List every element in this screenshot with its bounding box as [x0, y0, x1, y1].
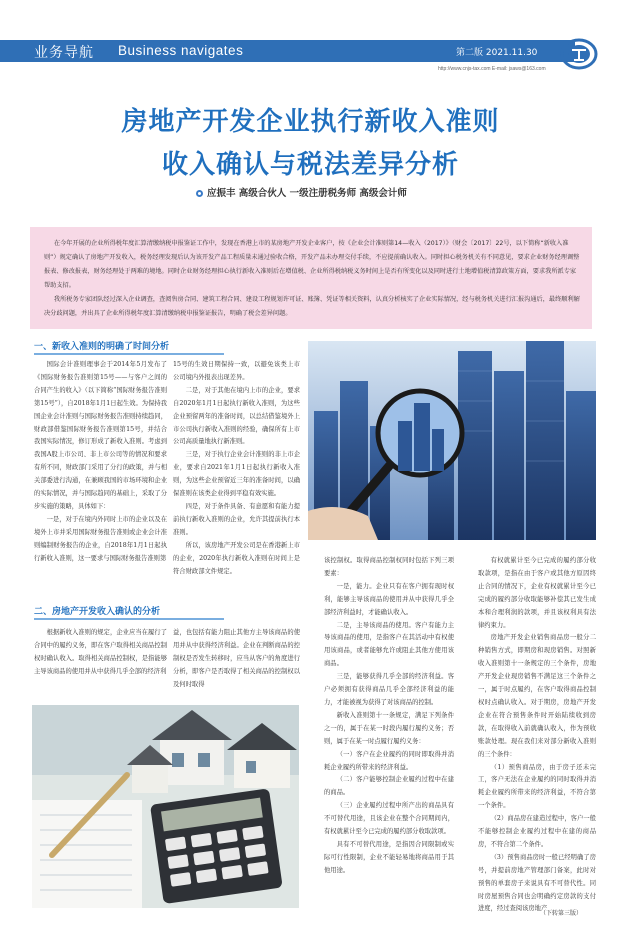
header-url: http://www.cnjs-tax.com E-mail: jsaws@163.com	[438, 66, 546, 72]
page-header-bar	[0, 40, 575, 62]
body-paragraph: 三是，对于执行企业会计准则的非上市企业，要求自2021年1月1日起执行新收入准则，为这些企业预留近三年的准备时间，以确保准则在该类企业得到平稳有效实施。	[173, 451, 300, 498]
city-skyline-illustration	[308, 341, 596, 540]
body-paragraph: 新收入准则第十一条规定，满足下列条件之一的，属于在某一时段内履行履约义务；否则，属于在某一时点履行履约义务：	[324, 711, 454, 745]
body-paragraph: 一是，对于在境内外同时上市的企业以及在境外上市并采用国际财务报告准则或企业会计准则编制财务报告的企业，自2018年1月1日起执行新收入准则，这一要求与国际财务报告准则第	[34, 515, 167, 562]
body-paragraph: 有权就累计至今已完成的履约部分收取款项，是指在由于客户或其他方原因终止合同的情况下，企业有权就累计至今已完成的履约部分收取能够补偿其已发生成本和合理利润的款项，并且该权利具有法律约束力。	[478, 557, 596, 629]
text-column-3	[324, 555, 454, 878]
section-heading: 一、新收入准则的明确了时间分析	[34, 339, 224, 355]
abstract-paragraph: 在今年开展的企业所得税年度汇算清缴纳税申报鉴证工作中，发现在香港上市的某房地产开发企业客户，按《企业会计准则第14—收入（2017）》（财会〔2017〕22号，以下简称“新收入准则”）规定确认了房地产开发收入，税务经理发现后认为该开发产品工程质量未通过验收合格，开发产品未办理交付手续，不应提前确认收入。同时担心税务机关有不同意见，要求企业财务经理调整报表、修改报表，财务经理处于两难的境地。同时企业财务经理担心执行新收入准则后在增值税、企业所得税纳税义务时间上是否有所变化以及同时进行土地增值税清算政策方面，要求我所派专家帮助支招。	[44, 240, 580, 289]
houses-calculator-illustration	[32, 705, 299, 908]
body-paragraph: 四是，对于条件具备、有意愿和有能力提前执行新收入准则的企业，允许其提前执行本准则。	[173, 502, 300, 536]
body-paragraph: （2）商品房在建造过程中，客户一般不能够控制企业履约过程中在建的商品房，不符合第二个条件。	[478, 815, 596, 848]
body-paragraph: 国际会计准则理事会于2014年5月发布了《国际财务报告准则第15号——与客户之间的合同产生的收入》（以下简称“国际财务报告准则第15号”），自2018年1月1日起生效。为保持我国企业会计准则与国际财务报告准则持续趋同，财政部借鉴国际财务报告准则第15号，并结合我国实际情况，修订形成了新收入准则。考虑到我国A股上市公司、非上市公司等的情况和要求有所不同，财政部门采用了分行的政策，并与相关部委进行沟通，在兼顾我国的市场环境和企业的实际情况，并与国际趋同的基础上，采取了分步实施的策略，具体如下：	[34, 361, 167, 510]
continued-note: （下转第三版）	[540, 910, 583, 917]
body-paragraph: 二是，主导该商品的使用。客户有能力主导该商品的使用，是指客户在其活动中有权使用该商品，或者能够允许或阻止其他方使用该商品。	[324, 621, 454, 668]
text-column-2b	[173, 627, 300, 692]
body-paragraph: （一）客户在企业履约的同时即取得并消耗企业履约所带来的经济利益。	[324, 750, 454, 771]
body-paragraph: （二）客户能够控制企业履约过程中在建的商品。	[324, 776, 454, 797]
body-paragraph: 一是，能力。企业只有在客户拥有现时权利，能够主导该商品的使用并从中获得几乎全部经济利益时，才能确认收入。	[324, 582, 454, 616]
text-column-1b	[34, 627, 167, 679]
author-bullet-icon	[196, 190, 203, 197]
body-paragraph: 该控制权。取得商品控制权同时包括下列三项要素：	[324, 557, 454, 577]
body-paragraph: 具有不可替代用途，是指因合同限制或实际可行性限制，企业不能轻易地将商品用于其他用途。	[324, 840, 454, 874]
author-line	[196, 185, 407, 199]
abstract-paragraph: 我所税务专家团队经过深入企业调查，查阅售房合同、建筑工程合同、建设工程规划许可证、账簿、凭证等相关资料，认真分析核实了企业实际情况，经与税务机关进行汇报沟通后，最终顺利解决分歧问题，并出具了企业所得税年度汇算清缴纳税申报鉴证报告，明确了税会差异问题。	[44, 296, 580, 317]
section-name-en: Business navigates	[118, 43, 244, 58]
body-paragraph: 益，也包括有能力阻止其他方主导该商品的使用并从中获得经济利益。企业在判断商品的控制权是否发生转移时，应当从客户的角度进行分析，即客户是否取得了相关商品的控制权以及何时取得	[173, 629, 300, 688]
body-paragraph: 房地产开发企业销售商品房一般分二种销售方式，即期房和现房销售。对照新收入准则第十一条规定的三个条件，房地产开发企业现房销售不满足这三个条件之一，属于时点履约，在客户取得商品控制权时点确认收入。对于期房，房地产开发企业在符合预售条件时开始陆续收到房款，在取得收入前就确认收入，作为预收账款处理。现在我们来对部分新收入准则的三个条件：	[478, 634, 596, 758]
body-paragraph: （3）预售商品房时一般已经明确了房号，并提前房地产管理部门备案，此时对预售的单套房子来说具有不可替代性。同时房屋预售合同也会明确约定房款的支付进度，经过查阅该房地产	[478, 853, 596, 913]
section-name-cn: 业务导航	[34, 45, 94, 61]
article-title-line2: 收入确认与税法差异分析	[161, 150, 459, 180]
publication-logo-icon	[560, 38, 598, 70]
body-paragraph: 所以，该房地产开发公司是在香港新上市的企业，2020年执行新收入准则在时间上是符合财政部文件规定。	[173, 541, 300, 575]
text-column-4	[478, 555, 596, 916]
city-magnifier-photo	[308, 341, 596, 540]
body-paragraph: （三）企业履约过程中所产出的商品具有不可替代用途，且该企业在整个合同期间内，有权就累计至今已完成的履约部分收取款项。	[324, 802, 454, 836]
text-column-2	[173, 359, 300, 578]
abstract-box	[30, 227, 592, 329]
issue-date: 第二版 2021.11.30	[456, 48, 538, 58]
body-paragraph: 二是，对于其他在境内上市的企业，要求自2020年1月1日起执行新收入准则，为这些企业预留两年的准备时间，以总结借鉴境外上市公司执行新收入准则的经验，确保所有上市公司高质量地执行新准则。	[173, 386, 300, 446]
article-title-line1: 房地产开发企业执行新收入准则	[121, 107, 500, 137]
section-heading: 二、房地产开发收入确认的分析	[34, 604, 224, 620]
body-paragraph: 三是，能够获得几乎全部的经济利益。客户必须拥有获得商品几乎全部经济利益的能力，才能被视为获得了对该商品的控制。	[324, 673, 454, 706]
houses-calculator-photo	[32, 705, 299, 908]
body-paragraph: （1）预售商品房，由于房子还未完工，客户无法在企业履约的同时取得并消耗企业履约所带来的经济利益，不符合第一个条件。	[478, 763, 596, 810]
author-text: 应振丰 高级合伙人 一级注册税务师 高级会计师	[207, 188, 407, 199]
text-column-1	[34, 359, 167, 566]
body-paragraph: 根据新收入准则的规定，企业应当在履行了合同中的履约义务，即在客户取得相关商品控制权时确认收入。取得相关商品控制权，是指能够主导该商品的使用并从中获得几乎全部的经济利	[34, 629, 167, 675]
body-paragraph: 15号的生效日期保持一致，以避免该类上市公司境内外报表出现差异。	[173, 361, 300, 381]
